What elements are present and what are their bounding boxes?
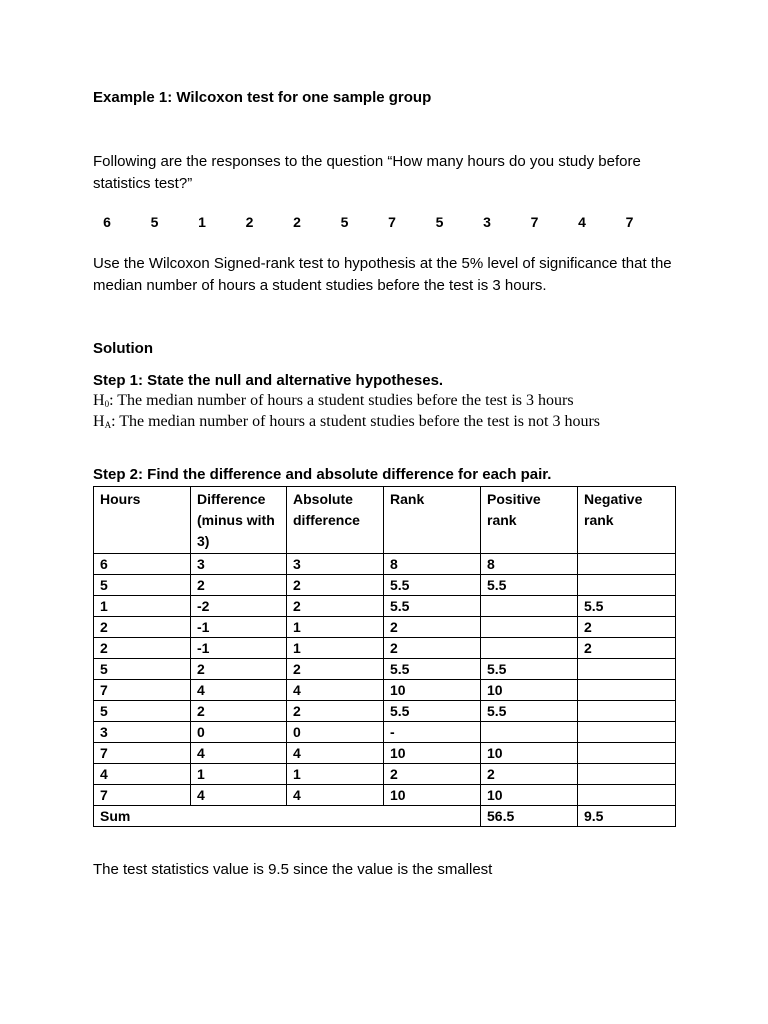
alternative-hypothesis-sub: A	[104, 420, 112, 430]
difference-cell: 2	[191, 659, 287, 680]
header-positive-rank: Positive rank	[481, 487, 578, 554]
response-value: 5	[435, 214, 444, 230]
positive-rank-cell: 2	[481, 764, 578, 785]
null-hypothesis-text: : The median number of hours a student studies before the test is 3 hours	[109, 392, 574, 409]
table-header-row	[94, 487, 676, 554]
difference-cell: 2	[191, 575, 287, 596]
response-value: 1	[198, 214, 206, 230]
alternative-hypothesis	[93, 413, 600, 431]
rank-cell: 5.5	[384, 659, 481, 680]
difference-cell: 4	[191, 743, 287, 764]
positive-rank-cell: 10	[481, 680, 578, 701]
positive-rank-cell: 5.5	[481, 575, 578, 596]
negative-rank-cell	[578, 764, 676, 785]
table-row	[94, 554, 676, 575]
negative-rank-cell	[578, 701, 676, 722]
example-title: Example 1: Wilcoxon test for one sample group	[93, 89, 432, 106]
alternative-hypothesis-text: : The median number of hours a student studies before the test is not 3 hours	[111, 413, 601, 430]
conclusion-text: The test statistics value is 9.5 since the value is the smallest	[93, 861, 493, 878]
hours-cell: 5	[94, 701, 191, 722]
positive-rank-cell	[481, 638, 578, 659]
hours-cell: 6	[94, 554, 191, 575]
sum-negative-rank: 9.5	[578, 806, 676, 827]
negative-rank-cell: 2	[578, 617, 676, 638]
difference-cell: 2	[191, 701, 287, 722]
question-text: Following are the responses to the question “How many hours do you study before statistics test?”	[93, 153, 641, 192]
response-value: 7	[530, 214, 539, 230]
table-row	[94, 617, 676, 638]
table-row	[94, 722, 676, 743]
difference-cell: 0	[191, 722, 287, 743]
difference-cell: 4	[191, 680, 287, 701]
negative-rank-cell	[578, 743, 676, 764]
table-row	[94, 764, 676, 785]
rank-cell: 2	[384, 617, 481, 638]
response-value: 7	[625, 214, 634, 230]
absolute-difference-cell: 1	[287, 764, 384, 785]
negative-rank-cell: 2	[578, 638, 676, 659]
absolute-difference-cell: 0	[287, 722, 384, 743]
hours-cell: 2	[94, 617, 191, 638]
rank-cell: 5.5	[384, 575, 481, 596]
sum-label: Sum	[94, 806, 481, 827]
hours-cell: 3	[94, 722, 191, 743]
rank-cell: 5.5	[384, 701, 481, 722]
hours-cell: 7	[94, 680, 191, 701]
response-value: 6	[103, 214, 111, 230]
response-value: 2	[293, 214, 301, 230]
response-value: 3	[483, 214, 491, 230]
hours-cell: 2	[94, 638, 191, 659]
absolute-difference-cell: 2	[287, 659, 384, 680]
hours-cell: 1	[94, 596, 191, 617]
table-row	[94, 785, 676, 806]
instruction-text: Use the Wilcoxon Signed-rank test to hypothesis at the 5% level of significance that the median number of hours a student studies before the test is 3 hours.	[93, 255, 672, 294]
difference-cell: 1	[191, 764, 287, 785]
negative-rank-cell	[578, 722, 676, 743]
rank-cell: 5.5	[384, 596, 481, 617]
hours-cell: 7	[94, 743, 191, 764]
absolute-difference-cell: 2	[287, 701, 384, 722]
response-value: 5	[150, 214, 159, 230]
null-hypothesis	[93, 392, 574, 410]
rank-cell: 10	[384, 785, 481, 806]
step2-heading: Step 2: Find the difference and absolute difference for each pair.	[93, 466, 552, 483]
response-value: 7	[388, 214, 396, 230]
sum-positive-rank: 56.5	[481, 806, 578, 827]
absolute-difference-cell: 1	[287, 617, 384, 638]
response-value: 2	[245, 214, 254, 230]
absolute-difference-cell: 4	[287, 743, 384, 764]
positive-rank-cell	[481, 617, 578, 638]
response-value: 5	[340, 214, 349, 230]
header-negative-rank: Negative rank	[578, 487, 676, 554]
absolute-difference-cell: 4	[287, 680, 384, 701]
table-row	[94, 701, 676, 722]
absolute-difference-cell: 1	[287, 638, 384, 659]
alternative-hypothesis-symbol: H	[93, 413, 105, 430]
null-hypothesis-sub: 0	[104, 399, 110, 409]
step1-heading: Step 1: State the null and alternative hypotheses.	[93, 372, 444, 389]
difference-cell: -1	[191, 638, 287, 659]
positive-rank-cell: 5.5	[481, 659, 578, 680]
positive-rank-cell: 8	[481, 554, 578, 575]
positive-rank-cell	[481, 596, 578, 617]
header-difference: Difference (minus with 3)	[191, 487, 287, 554]
hours-cell: 5	[94, 659, 191, 680]
table-row	[94, 743, 676, 764]
rank-cell: -	[384, 722, 481, 743]
absolute-difference-cell: 2	[287, 575, 384, 596]
responses-row	[93, 214, 653, 234]
negative-rank-cell	[578, 785, 676, 806]
negative-rank-cell	[578, 575, 676, 596]
difference-cell: -1	[191, 617, 287, 638]
wilcoxon-table	[93, 486, 676, 827]
absolute-difference-cell: 4	[287, 785, 384, 806]
absolute-difference-cell: 2	[287, 596, 384, 617]
difference-cell: 3	[191, 554, 287, 575]
negative-rank-cell	[578, 554, 676, 575]
negative-rank-cell	[578, 659, 676, 680]
positive-rank-cell: 10	[481, 743, 578, 764]
null-hypothesis-symbol: H	[93, 392, 105, 409]
difference-cell: -2	[191, 596, 287, 617]
solution-heading: Solution	[93, 340, 153, 357]
negative-rank-cell	[578, 680, 676, 701]
rank-cell: 10	[384, 680, 481, 701]
header-absolute-difference: Absolute difference	[287, 487, 384, 554]
positive-rank-cell	[481, 722, 578, 743]
positive-rank-cell: 10	[481, 785, 578, 806]
table-row	[94, 575, 676, 596]
table-row	[94, 596, 676, 617]
rank-cell: 10	[384, 743, 481, 764]
negative-rank-cell: 5.5	[578, 596, 676, 617]
table-row	[94, 638, 676, 659]
absolute-difference-cell: 3	[287, 554, 384, 575]
hours-cell: 4	[94, 764, 191, 785]
hours-cell: 7	[94, 785, 191, 806]
table-row	[94, 659, 676, 680]
header-hours: Hours	[94, 487, 191, 554]
rank-cell: 2	[384, 638, 481, 659]
positive-rank-cell: 5.5	[481, 701, 578, 722]
table-row	[94, 680, 676, 701]
response-value: 4	[578, 214, 586, 230]
rank-cell: 2	[384, 764, 481, 785]
rank-cell: 8	[384, 554, 481, 575]
difference-cell: 4	[191, 785, 287, 806]
sum-row	[94, 806, 676, 827]
hours-cell: 5	[94, 575, 191, 596]
header-rank: Rank	[384, 487, 481, 554]
